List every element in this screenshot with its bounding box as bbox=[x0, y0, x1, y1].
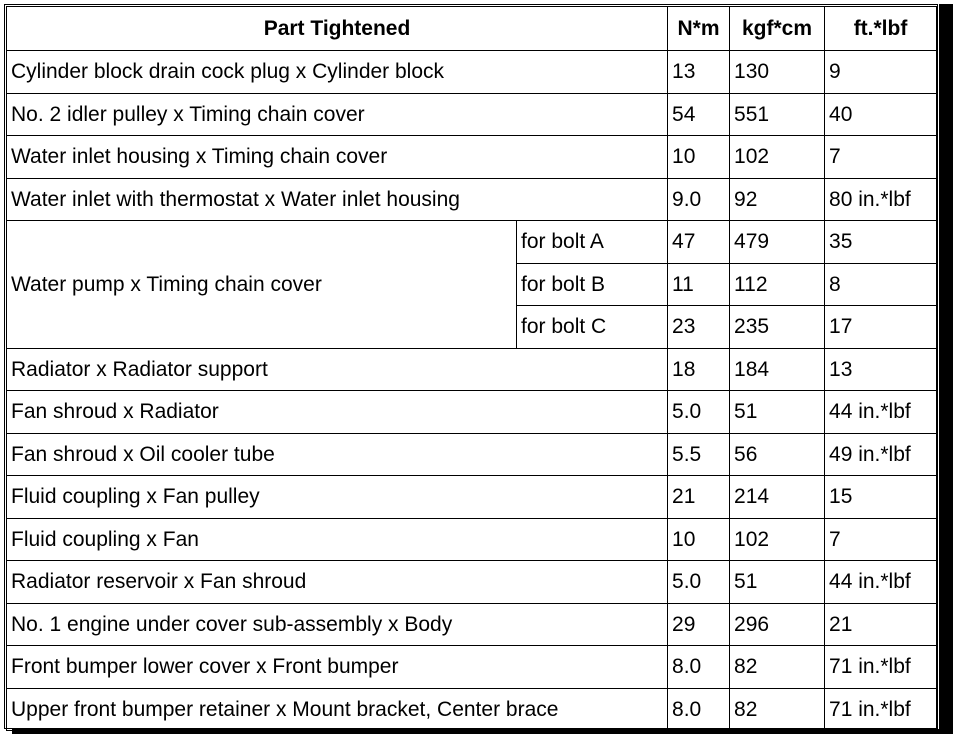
nm-cell: 21 bbox=[668, 476, 730, 519]
table-row bbox=[7, 93, 937, 136]
kgf-cell: 56 bbox=[730, 433, 825, 476]
part-cell: Cylinder block drain cock plug x Cylinder block bbox=[7, 51, 668, 94]
kgf-cell: 112 bbox=[730, 263, 825, 306]
table-row bbox=[7, 178, 937, 221]
ftlbf-cell: 17 bbox=[825, 306, 937, 349]
nm-cell: 10 bbox=[668, 518, 730, 561]
nm-cell: 18 bbox=[668, 348, 730, 391]
part-cell: No. 1 engine under cover sub-assembly x Body bbox=[7, 603, 668, 646]
part-cell: Water inlet with thermostat x Water inlet housing bbox=[7, 178, 668, 221]
nm-cell: 29 bbox=[668, 603, 730, 646]
part-cell: Radiator x Radiator support bbox=[7, 348, 668, 391]
ftlbf-cell: 9 bbox=[825, 51, 937, 94]
bolt-label-cell: for bolt C bbox=[517, 306, 668, 349]
ftlbf-cell: 80 in.*lbf bbox=[825, 178, 937, 221]
table-row bbox=[7, 603, 937, 646]
nm-cell: 8.0 bbox=[668, 646, 730, 689]
kgf-cell: 102 bbox=[730, 518, 825, 561]
table-row bbox=[7, 561, 937, 604]
ftlbf-cell: 35 bbox=[825, 221, 937, 264]
part-cell: Fan shroud x Oil cooler tube bbox=[7, 433, 668, 476]
header-kgf-cm: kgf*cm bbox=[730, 7, 825, 51]
table-row bbox=[7, 391, 937, 434]
part-cell: Fan shroud x Radiator bbox=[7, 391, 668, 434]
bolt-label-cell: for bolt B bbox=[517, 263, 668, 306]
ftlbf-cell: 7 bbox=[825, 518, 937, 561]
ftlbf-cell: 8 bbox=[825, 263, 937, 306]
nm-cell: 13 bbox=[668, 51, 730, 94]
nm-cell: 47 bbox=[668, 221, 730, 264]
part-cell: Upper front bumper retainer x Mount bracket, Center brace bbox=[7, 688, 668, 731]
ftlbf-cell: 49 in.*lbf bbox=[825, 433, 937, 476]
kgf-cell: 214 bbox=[730, 476, 825, 519]
table-row bbox=[7, 433, 937, 476]
nm-cell: 8.0 bbox=[668, 688, 730, 731]
kgf-cell: 479 bbox=[730, 221, 825, 264]
ftlbf-cell: 15 bbox=[825, 476, 937, 519]
torque-spec-table bbox=[6, 6, 937, 731]
kgf-cell: 184 bbox=[730, 348, 825, 391]
kgf-cell: 51 bbox=[730, 391, 825, 434]
nm-cell: 23 bbox=[668, 306, 730, 349]
nm-cell: 10 bbox=[668, 136, 730, 179]
kgf-cell: 82 bbox=[730, 688, 825, 731]
shadow-edge-right bbox=[939, 4, 953, 730]
table-row bbox=[7, 136, 937, 179]
table-row bbox=[7, 646, 937, 689]
table-row-water-pump-bolt-a bbox=[7, 221, 937, 264]
ftlbf-cell: 21 bbox=[825, 603, 937, 646]
nm-cell: 9.0 bbox=[668, 178, 730, 221]
table-row bbox=[7, 688, 937, 731]
header-row bbox=[7, 7, 937, 51]
nm-cell: 5.0 bbox=[668, 391, 730, 434]
table-row bbox=[7, 518, 937, 561]
ftlbf-cell: 13 bbox=[825, 348, 937, 391]
kgf-cell: 102 bbox=[730, 136, 825, 179]
ftlbf-cell: 71 in.*lbf bbox=[825, 646, 937, 689]
table-row bbox=[7, 476, 937, 519]
kgf-cell: 82 bbox=[730, 646, 825, 689]
nm-cell: 11 bbox=[668, 263, 730, 306]
header-ft-lbf: ft.*lbf bbox=[825, 7, 937, 51]
ftlbf-cell: 71 in.*lbf bbox=[825, 688, 937, 731]
kgf-cell: 51 bbox=[730, 561, 825, 604]
part-cell: Fluid coupling x Fan pulley bbox=[7, 476, 668, 519]
nm-cell: 5.0 bbox=[668, 561, 730, 604]
kgf-cell: 130 bbox=[730, 51, 825, 94]
bolt-label-cell: for bolt A bbox=[517, 221, 668, 264]
part-cell: Fluid coupling x Fan bbox=[7, 518, 668, 561]
part-cell: No. 2 idler pulley x Timing chain cover bbox=[7, 93, 668, 136]
kgf-cell: 235 bbox=[730, 306, 825, 349]
ftlbf-cell: 44 in.*lbf bbox=[825, 561, 937, 604]
nm-cell: 5.5 bbox=[668, 433, 730, 476]
header-part-tightened: Part Tightened bbox=[7, 7, 668, 51]
ftlbf-cell: 40 bbox=[825, 93, 937, 136]
ftlbf-cell: 7 bbox=[825, 136, 937, 179]
part-cell: Front bumper lower cover x Front bumper bbox=[7, 646, 668, 689]
part-cell: Water inlet housing x Timing chain cover bbox=[7, 136, 668, 179]
table-row bbox=[7, 51, 937, 94]
kgf-cell: 551 bbox=[730, 93, 825, 136]
part-cell-water-pump: Water pump x Timing chain cover bbox=[7, 221, 517, 349]
nm-cell: 54 bbox=[668, 93, 730, 136]
header-nm: N*m bbox=[668, 7, 730, 51]
part-cell: Radiator reservoir x Fan shroud bbox=[7, 561, 668, 604]
table-row bbox=[7, 348, 937, 391]
kgf-cell: 92 bbox=[730, 178, 825, 221]
kgf-cell: 296 bbox=[730, 603, 825, 646]
ftlbf-cell: 44 in.*lbf bbox=[825, 391, 937, 434]
